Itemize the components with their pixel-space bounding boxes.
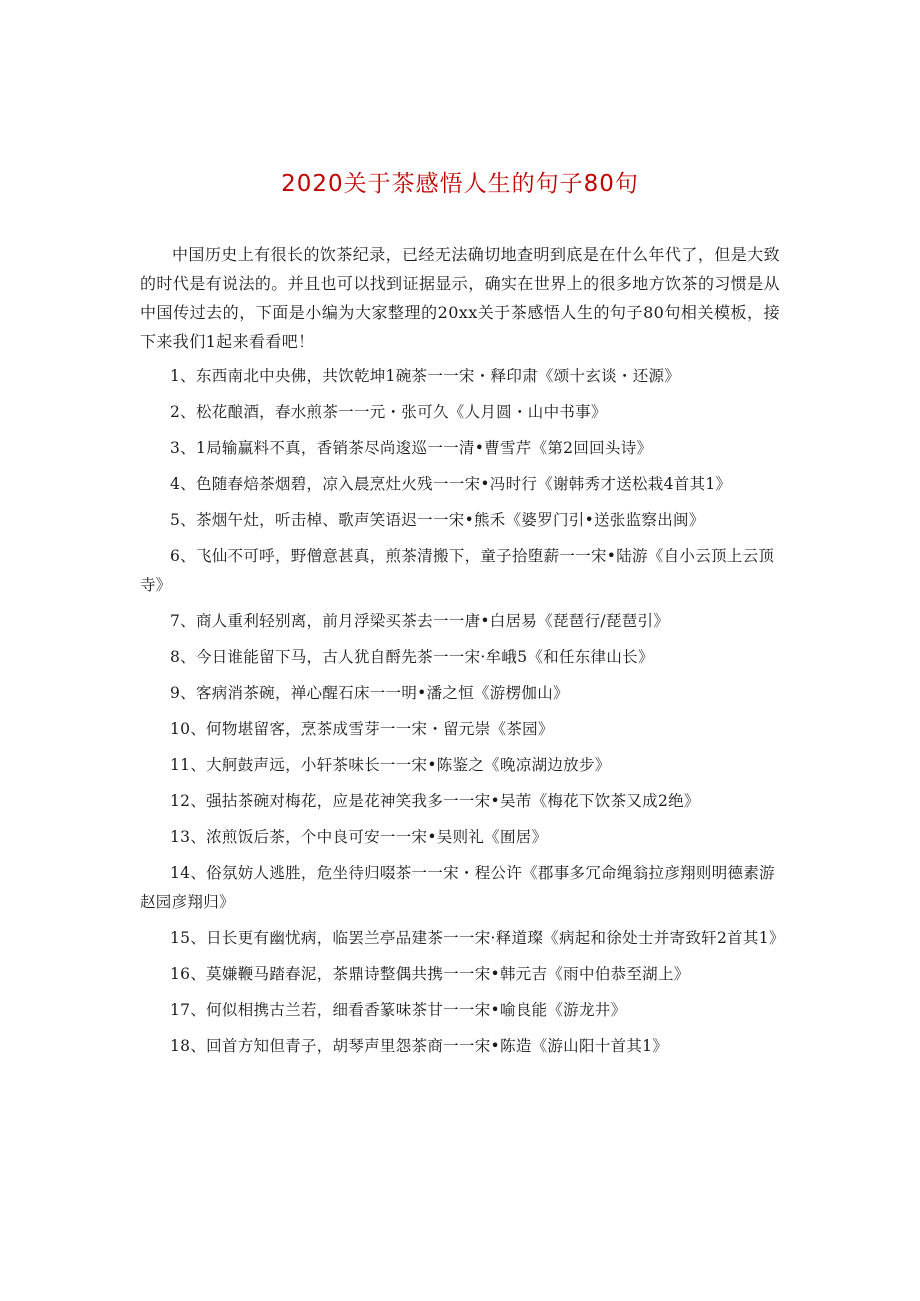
verse-item: 18、回首方知但青子，胡琴声里怨茶商一一宋•陈造《游山阳十首其1》 (170, 1037, 669, 1055)
document-body (140, 240, 785, 1068)
verse-item: 6、飞仙不可呼，野僧意甚真，煎茶清搬下，童子拾堕薪一一宋•陆游《自小云顶上云顶寺》 (140, 547, 775, 594)
verse-item: 17、何似相携古兰若，细看香篆味茶甘一一宋•喻良能《游龙井》 (170, 1001, 627, 1019)
document-title: 2020关于茶感悟人生的句子80句 (281, 171, 639, 197)
verse-item: 9、客病消茶碗，禅心醒石床一一明•潘之恒《游楞伽山》 (170, 684, 569, 702)
verse-item: 15、日长更有幽忧病，临罢兰亭品建茶一一宋·释道璨《病起和徐处士并寄致轩2首其1》 (170, 929, 785, 947)
verse-item: 14、俗氛妨人逃胜，危坐待归啜茶一一宋・程公许《郡事多冗命绳翁拉彦翔则明德素游赵园彦翔归》 (140, 864, 775, 911)
verse-item: 10、何物堪留客，烹茶成雪芽一一宋・留元崇《茶园》 (170, 720, 554, 738)
verse-item: 5、茶烟午灶，听击棹、歌声笑语迟一一宋•熊禾《婆罗门引•送张监察出闽》 (170, 511, 705, 529)
verse-item: 8、今日谁能留下马，古人犹自酹先茶一一宋·牟峨5《和任东律山长》 (170, 648, 654, 666)
verse-item: 12、强拈茶碗对梅花，应是花神笑我多一一宋•吴芾《梅花下饮茶又成2绝》 (170, 792, 700, 810)
intro-paragraph: 中国历史上有很长的饮茶纪录，已经无法确切地查明到底是在什么年代了，但是大致的时代是有说法的。并且也可以找到证据显示，确实在世界上的很多地方饮茶的习惯是从中国传过去的，下面是小编为大家整理的20xx关于茶感悟人生的句子80句相关模板，接下来我们1起来看看吧！ (140, 245, 780, 351)
verse-item: 13、浓煎饭后茶，个中良可安一一宋•吴则礼《囿居》 (170, 828, 548, 846)
verse-item: 4、色随春焙茶烟碧，凉入晨烹灶火残一一宋•冯时行《谢韩秀才送松栽4首其1》 (170, 475, 732, 493)
verse-item: 2、松花酿酒，春水煎茶一一元・张可久《人月圆・山中书事》 (170, 403, 607, 421)
verse-item: 7、商人重利轻别离，前月浮梁买茶去一一唐•白居易《琵琶行/琵琶引》 (170, 612, 670, 630)
verse-item: 16、莫嫌鞭马踏春泥，茶鼎诗整偶共携一一宋•韩元吉《雨中伯恭至湖上》 (170, 965, 690, 983)
verse-item: 11、大舸鼓声远，小轩茶味长一一宋•陈鉴之《晚凉湖边放步》 (170, 756, 611, 774)
verse-item: 1、东西南北中央佛，共饮乾坤1碗茶一一宋・释印肃《颂十玄谈・还源》 (170, 367, 681, 385)
verse-item: 3、1局输赢料不真，香销茶尽尚逡巡一一清•曹雪芹《第2回回头诗》 (170, 439, 653, 457)
verse-list (140, 362, 785, 1061)
